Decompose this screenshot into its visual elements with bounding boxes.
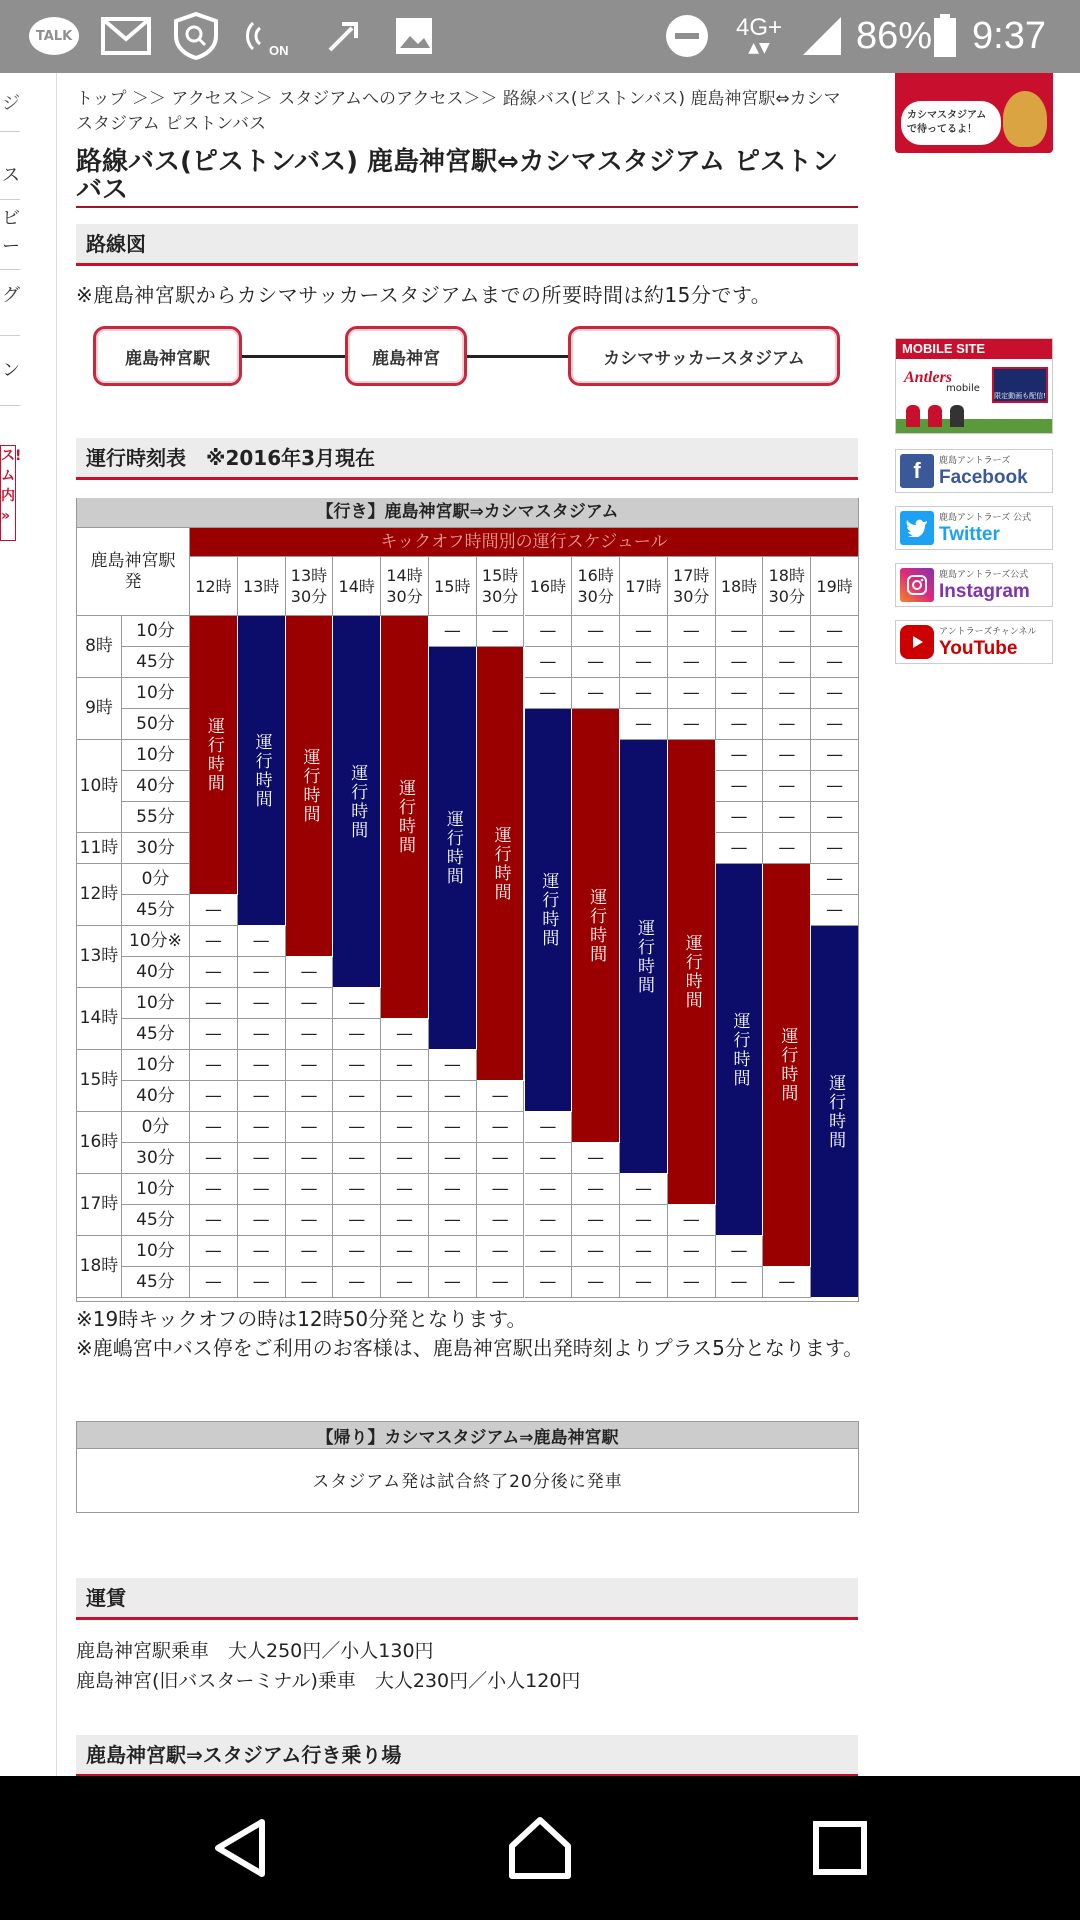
no-service-cell: — [333, 1143, 381, 1174]
no-service-cell: — [716, 709, 764, 740]
no-service-cell: — [190, 1174, 238, 1205]
no-service-cell: — [238, 1081, 286, 1112]
return-box [76, 1421, 859, 1513]
no-service-cell: — [381, 1019, 429, 1050]
no-service-cell: — [620, 1174, 668, 1205]
no-service-cell: — [716, 678, 764, 709]
no-service-cell: — [811, 709, 859, 740]
route-map-heading: 路線図 [76, 224, 858, 266]
gallery-icon [392, 14, 436, 58]
minute-label: 45分 [122, 1019, 190, 1050]
fare-line: 鹿島神宮(旧バスターミナル)乗車 大人230円／小人120円 [76, 1670, 581, 1692]
no-service-cell: — [381, 1081, 429, 1112]
no-service-cell: — [716, 616, 764, 647]
youtube-link[interactable]: アントラーズチャンネル YouTube [895, 620, 1053, 664]
route-stop: 鹿島神宮駅 [93, 326, 242, 386]
stadium-promo-banner[interactable]: カシマスタジアムで待ってるよ！ [895, 73, 1053, 153]
no-service-cell: — [763, 802, 811, 833]
no-service-cell: — [190, 1112, 238, 1143]
fare-line: 鹿島神宮駅乗車 大人250円／小人130円 [76, 1640, 434, 1662]
kickoff-header: 18時30分 [763, 557, 811, 616]
left-menu-fragment[interactable]: ス [2, 165, 20, 186]
no-service-cell: — [286, 1267, 334, 1298]
no-service-cell: — [668, 1205, 716, 1236]
no-service-cell: — [525, 1205, 573, 1236]
kickoff-header: 13時30分 [286, 557, 334, 616]
no-service-cell: — [525, 1236, 573, 1267]
minute-label: 0分 [122, 1112, 190, 1143]
hour-label: 10時 [76, 740, 122, 833]
no-service-cell: — [286, 1112, 334, 1143]
service-bar: 運行時間 [286, 616, 333, 956]
no-service-cell: — [190, 957, 238, 988]
no-service-cell: — [477, 1112, 525, 1143]
no-service-cell: — [811, 864, 859, 895]
hour-label: 15時 [76, 1050, 122, 1112]
no-service-cell: — [716, 740, 764, 771]
route-duration-note: ※鹿島神宮駅からカシマサッカースタジアムまでの所要時間は約15分です。 [76, 283, 772, 307]
minute-label: 10分 [122, 1236, 190, 1267]
hour-label: 12時 [76, 864, 122, 926]
no-service-cell: — [381, 1174, 429, 1205]
no-service-cell: — [716, 833, 764, 864]
service-bar: 運行時間 [381, 616, 428, 1018]
no-service-cell: — [668, 678, 716, 709]
no-service-cell: — [572, 1267, 620, 1298]
no-service-cell: — [716, 647, 764, 678]
no-service-cell: — [429, 1236, 477, 1267]
departure-header-label: 鹿島神宮駅発 [90, 550, 176, 592]
no-service-cell: — [429, 1081, 477, 1112]
no-service-cell: — [429, 616, 477, 647]
recents-button[interactable] [804, 1812, 876, 1884]
kickoff-header: 15時30分 [477, 557, 525, 616]
hour-label: 13時 [76, 926, 122, 988]
no-service-cell: — [381, 1236, 429, 1267]
kickoff-header: 14時30分 [381, 557, 429, 616]
navigation-bar [0, 1776, 1080, 1920]
no-service-cell: — [238, 957, 286, 988]
no-service-cell: — [333, 1267, 381, 1298]
hour-label: 8時 [76, 616, 122, 678]
no-service-cell: — [763, 740, 811, 771]
kickoff-header: 14時 [333, 557, 381, 616]
minute-label: 10分 [122, 678, 190, 709]
no-service-cell: — [238, 1050, 286, 1081]
left-menu-fragment[interactable]: グ [2, 285, 20, 306]
instagram-link[interactable]: 鹿島アントラーズ公式 Instagram [895, 563, 1053, 607]
no-service-cell: — [620, 709, 668, 740]
no-service-cell: — [668, 1236, 716, 1267]
no-service-cell: — [238, 1143, 286, 1174]
no-service-cell: — [763, 647, 811, 678]
left-menu-strip[interactable] [0, 73, 57, 1776]
service-bar: 運行時間 [572, 709, 619, 1142]
no-service-cell: — [333, 1081, 381, 1112]
kickoff-header: 19時 [811, 557, 859, 616]
no-service-cell: — [668, 616, 716, 647]
kickoff-header: 18時 [716, 557, 764, 616]
no-service-cell: — [716, 1267, 764, 1298]
no-service-cell: — [286, 1143, 334, 1174]
no-service-cell: — [238, 1174, 286, 1205]
no-service-cell: — [811, 802, 859, 833]
left-menu-fragment[interactable]: ン [2, 360, 20, 381]
service-bar: 運行時間 [716, 864, 763, 1235]
no-service-cell: — [572, 1143, 620, 1174]
battery-percent: 86% [856, 15, 933, 57]
no-service-cell: — [190, 1267, 238, 1298]
timetable-note: ※鹿嶋宮中バス停をご利用のお客様は、鹿島神宮駅出発時刻よりプラス5分となります。 [76, 1336, 864, 1360]
facebook-link[interactable]: f 鹿島アントラーズ Facebook [895, 449, 1053, 493]
no-service-cell: — [763, 771, 811, 802]
home-icon [508, 1816, 572, 1880]
no-service-cell: — [572, 616, 620, 647]
no-service-cell: — [381, 1143, 429, 1174]
no-service-cell: — [763, 709, 811, 740]
no-service-cell: — [190, 988, 238, 1019]
no-service-cell: — [620, 678, 668, 709]
minute-label: 45分 [122, 1267, 190, 1298]
recents-icon [812, 1820, 868, 1876]
service-bar: 運行時間 [763, 864, 810, 1266]
boarding-heading: 鹿島神宮駅⇒スタジアム行き乗り場 [76, 1735, 858, 1776]
hour-label: 16時 [76, 1112, 122, 1174]
youtube-icon [900, 625, 934, 659]
kakaotalk-icon: TALK [26, 14, 82, 58]
no-service-cell: — [286, 957, 334, 988]
no-service-cell: — [668, 709, 716, 740]
no-service-cell: — [429, 1205, 477, 1236]
no-service-cell: — [286, 1236, 334, 1267]
clock: 9:37 [972, 15, 1046, 57]
no-service-cell: — [333, 1050, 381, 1081]
outbound-timetable [76, 498, 859, 1302]
instagram-icon [900, 568, 934, 602]
mascot-image [1003, 91, 1047, 147]
home-button[interactable] [504, 1812, 576, 1884]
no-service-cell: — [525, 616, 573, 647]
no-service-cell: — [333, 1205, 381, 1236]
service-bar: 運行時間 [429, 647, 476, 1049]
no-service-cell: — [429, 1174, 477, 1205]
service-bar: 運行時間 [333, 616, 380, 987]
left-menu-fragment[interactable]: ビ [2, 208, 20, 229]
minute-label: 55分 [122, 802, 190, 833]
no-service-cell: — [716, 802, 764, 833]
timetable-heading: 運行時刻表 ※2016年3月現在 [76, 438, 858, 480]
no-service-cell: — [333, 1174, 381, 1205]
no-service-cell: — [620, 616, 668, 647]
no-service-cell: — [716, 1236, 764, 1267]
minute-label: 10分 [122, 1050, 190, 1081]
no-service-cell: — [286, 988, 334, 1019]
service-bar: 運行時間 [620, 740, 667, 1173]
route-stop: カシマサッカースタジアム [568, 326, 840, 386]
no-service-cell: — [429, 1267, 477, 1298]
return-title: 【帰り】カシマスタジアム⇒鹿島神宮駅 [76, 1421, 859, 1449]
no-service-cell: — [286, 1019, 334, 1050]
service-bar: 運行時間 [811, 926, 858, 1297]
no-service-cell: — [477, 1205, 525, 1236]
kickoff-header: 12時 [190, 557, 238, 616]
no-service-cell: — [381, 1205, 429, 1236]
kickoff-header: 17時30分 [668, 557, 716, 616]
status-bar [0, 0, 1080, 73]
timetable-title: 【行き】鹿島神宮駅⇒カシマスタジアム [76, 498, 859, 528]
no-service-cell: — [333, 988, 381, 1019]
departure-header [76, 528, 190, 616]
breadcrumb[interactable]: トップ ＞＞ アクセス＞＞ スタジアムへのアクセス＞＞ 路線バス(ピストンバス) 鹿島神宮駅⇔カシマスタジアム ピストンバス [76, 89, 841, 134]
no-service-cell: — [238, 1236, 286, 1267]
no-service-cell: — [238, 1205, 286, 1236]
no-service-cell: — [286, 1174, 334, 1205]
minute-label: 45分 [122, 647, 190, 678]
security-shield-icon [172, 14, 220, 58]
back-icon [210, 1816, 274, 1880]
minute-label: 0分 [122, 864, 190, 895]
no-service-cell: — [190, 926, 238, 957]
no-service-cell: — [572, 1236, 620, 1267]
hour-label: 9時 [76, 678, 122, 740]
signal-icon [800, 14, 844, 58]
kickoff-header: 16時 [525, 557, 573, 616]
fare-heading: 運賃 [76, 1578, 858, 1620]
no-service-cell: — [429, 1112, 477, 1143]
no-service-cell: — [190, 1236, 238, 1267]
no-service-cell: — [477, 1174, 525, 1205]
no-service-cell: — [811, 895, 859, 926]
no-service-cell: — [381, 1267, 429, 1298]
kickoff-header: 16時30分 [572, 557, 620, 616]
no-service-cell: — [333, 1112, 381, 1143]
do-not-disturb-icon [664, 14, 710, 58]
no-service-cell: — [620, 1205, 668, 1236]
minute-label: 30分 [122, 1143, 190, 1174]
no-service-cell: — [525, 1143, 573, 1174]
service-bar: 運行時間 [477, 647, 524, 1080]
battery-icon [932, 14, 958, 58]
facebook-icon: f [900, 454, 934, 488]
no-service-cell: — [333, 1236, 381, 1267]
hour-label: 14時 [76, 988, 122, 1050]
route-stop: 鹿島神宮 [345, 326, 467, 386]
no-service-cell: — [525, 1112, 573, 1143]
no-service-cell: — [238, 1112, 286, 1143]
mobile-site-banner[interactable]: MOBILE SITE Antlers mobile 限定動画も配信! [895, 338, 1053, 434]
no-service-cell: — [190, 895, 238, 926]
no-service-cell: — [811, 833, 859, 864]
no-service-cell: — [381, 1050, 429, 1081]
no-service-cell: — [190, 1081, 238, 1112]
service-bar: 運行時間 [668, 740, 715, 1204]
no-service-cell: — [525, 1174, 573, 1205]
left-menu-fragment[interactable]: ー [2, 236, 20, 257]
no-service-cell: — [333, 1019, 381, 1050]
service-bar: 運行時間 [238, 616, 285, 925]
minute-label: 10分※ [122, 926, 190, 957]
return-text: スタジアム発は試合終了20分後に発車 [312, 1471, 623, 1492]
no-service-cell: — [525, 647, 573, 678]
no-service-cell: — [477, 1143, 525, 1174]
no-service-cell: — [429, 1143, 477, 1174]
timetable-note: ※19時キックオフの時は12時50分発となります。 [76, 1307, 527, 1331]
no-service-cell: — [429, 1050, 477, 1081]
twitter-icon [900, 511, 934, 545]
no-service-cell: — [477, 616, 525, 647]
no-service-cell: — [763, 616, 811, 647]
no-service-cell: — [190, 1143, 238, 1174]
kickoff-header: 17時 [620, 557, 668, 616]
no-service-cell: — [620, 1267, 668, 1298]
no-service-cell: — [811, 678, 859, 709]
minute-label: 10分 [122, 616, 190, 647]
back-button[interactable] [206, 1812, 278, 1884]
no-service-cell: — [286, 1081, 334, 1112]
notification-arrow-icon [322, 14, 366, 58]
no-service-cell: — [286, 1205, 334, 1236]
left-banner-fragment[interactable]: ス! ム 内 » [0, 445, 16, 541]
no-service-cell: — [763, 833, 811, 864]
no-service-cell: — [525, 1267, 573, 1298]
no-service-cell: — [620, 647, 668, 678]
no-service-cell: — [572, 1174, 620, 1205]
no-service-cell: — [381, 1112, 429, 1143]
no-service-cell: — [238, 926, 286, 957]
no-service-cell: — [572, 647, 620, 678]
no-service-cell: — [190, 1205, 238, 1236]
no-service-cell: — [572, 1205, 620, 1236]
route-line [466, 355, 574, 358]
no-service-cell: — [572, 678, 620, 709]
left-menu-fragment[interactable]: ジ [2, 93, 20, 114]
minute-label: 10分 [122, 740, 190, 771]
route-line [241, 355, 347, 358]
web-content[interactable] [0, 73, 1080, 1776]
network-4g-icon: 4G+ ▲▼ [735, 14, 783, 56]
no-service-cell: — [477, 1236, 525, 1267]
minute-label: 45分 [122, 1205, 190, 1236]
minute-label: 10分 [122, 988, 190, 1019]
no-service-cell: — [238, 1019, 286, 1050]
twitter-link[interactable]: 鹿島アントラーズ 公式 Twitter [895, 506, 1053, 550]
no-service-cell: — [716, 771, 764, 802]
hour-label: 17時 [76, 1174, 122, 1236]
no-service-cell: — [238, 1267, 286, 1298]
no-service-cell: — [525, 678, 573, 709]
no-service-cell: — [811, 740, 859, 771]
minute-label: 10分 [122, 1174, 190, 1205]
no-service-cell: — [763, 678, 811, 709]
minute-label: 40分 [122, 1081, 190, 1112]
no-service-cell: — [286, 1050, 334, 1081]
no-service-cell: — [811, 616, 859, 647]
no-service-cell: — [668, 1267, 716, 1298]
minute-label: 30分 [122, 833, 190, 864]
no-service-cell: — [620, 1236, 668, 1267]
nfc-icon [244, 14, 296, 58]
no-service-cell: — [190, 1019, 238, 1050]
no-service-cell: — [811, 771, 859, 802]
minute-label: 45分 [122, 895, 190, 926]
kickoff-header: 13時 [238, 557, 286, 616]
minute-label: 40分 [122, 957, 190, 988]
no-service-cell: — [668, 647, 716, 678]
hour-label: 11時 [76, 833, 122, 864]
page-title: 路線バス(ピストンバス) 鹿島神宮駅⇔カシマスタジアム ピストンバス [76, 148, 858, 208]
schedule-header: キックオフ時間別の運行スケジュール [190, 528, 859, 557]
kickoff-header: 15時 [429, 557, 477, 616]
no-service-cell: — [238, 988, 286, 1019]
minute-label: 50分 [122, 709, 190, 740]
service-bar: 運行時間 [525, 709, 572, 1111]
no-service-cell: — [477, 1267, 525, 1298]
no-service-cell: — [811, 647, 859, 678]
no-service-cell: — [190, 1050, 238, 1081]
no-service-cell: — [477, 1081, 525, 1112]
hour-label: 18時 [76, 1236, 122, 1298]
minute-label: 40分 [122, 771, 190, 802]
svg-text:ON: ON [269, 43, 289, 58]
service-bar: 運行時間 [190, 616, 237, 894]
gmail-icon [100, 14, 152, 58]
no-service-cell: — [763, 1267, 811, 1298]
